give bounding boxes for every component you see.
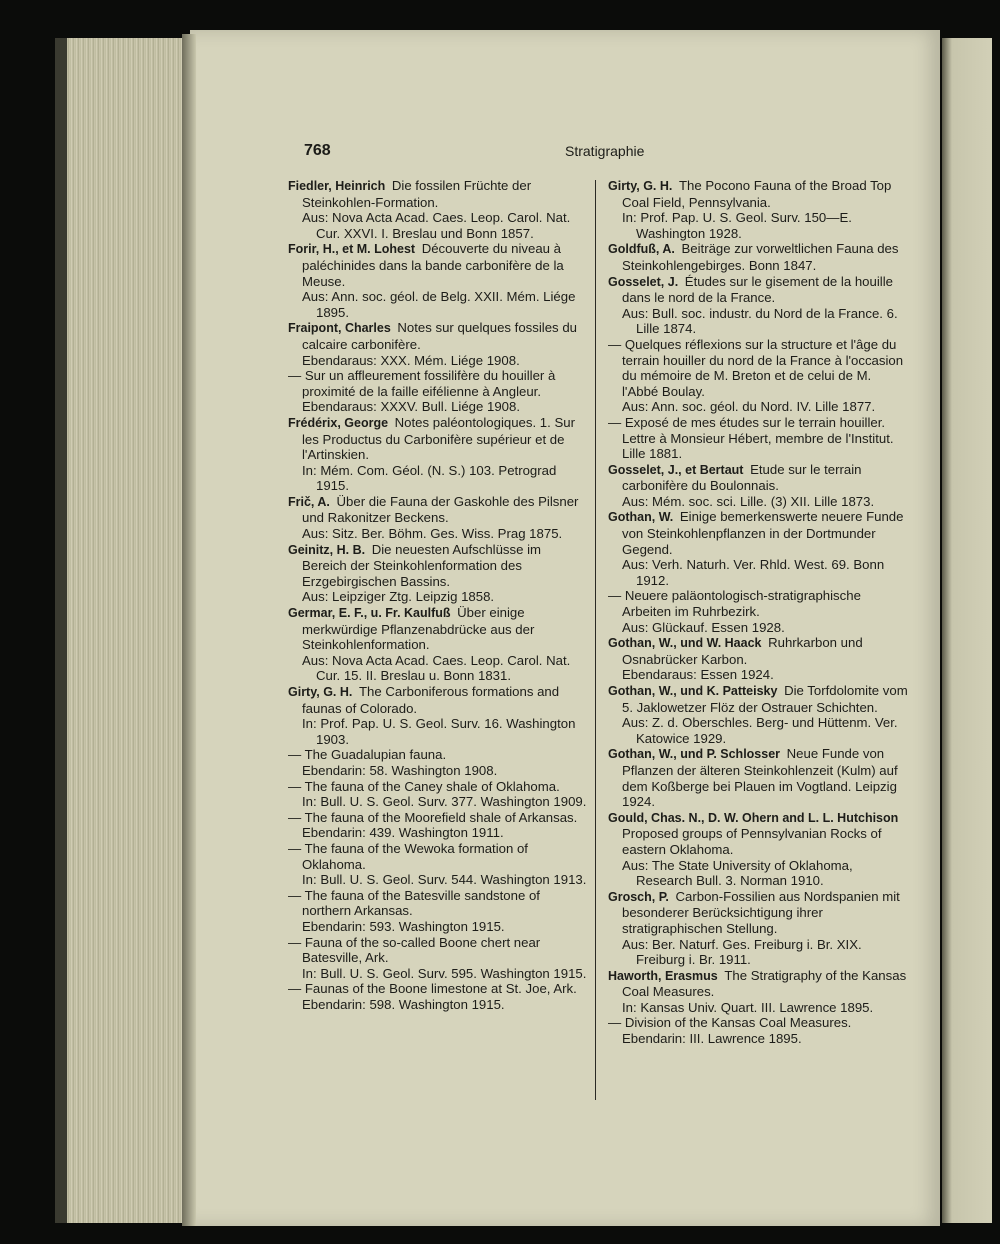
entry-title: — The Guadalupian fauna. [288,747,447,763]
bibliography-entry [288,241,588,320]
right-column [608,178,908,1047]
entry-citation [608,1015,908,1031]
entry-publication: In: Bull. U. S. Geol. Surv. 544. Washington 1913. [302,872,587,888]
entry-author: Fraipont, Charles [288,321,391,336]
bibliography-entry [288,415,588,494]
entry-author: Germar, E. F., u. Fr. Kaulfuß [288,606,451,621]
spine-shadow [182,34,196,1226]
entry-author: Gothan, W., und W. Haack [608,636,762,651]
bibliography-entry [608,968,908,1016]
bibliography-entry [288,888,588,935]
left-column [288,178,588,1012]
entry-author: Gothan, W. [608,510,674,525]
entry-citation [288,981,588,997]
entry-citation [288,494,588,526]
entry-title: Die neuesten Aufschlüsse im Bereich der Steinkohlenformation des Erzgebirgischen Bassins. [302,541,542,589]
entry-citation [608,274,908,306]
bibliography-entry [608,635,908,683]
entry-title: Über einige merkwürdige Pflanzenabdrücke aus der Steinkohlenformation. [302,605,535,653]
bibliography-entry [608,462,908,510]
bibliography-entry [288,178,588,241]
entry-publication: Ebendarin: 598. Washington 1915. [302,996,505,1012]
entry-author: Fiedler, Heinrich [288,179,386,193]
bibliography-entry [288,935,588,982]
entry-publication: In: Prof. Pap. U. S. Geol. Surv. 16. Washington 1903. [302,716,576,747]
bibliography-entry [288,779,588,810]
entry-author: Gothan, W., und K. Patteisky [608,684,778,698]
entry-citation [608,683,908,715]
entry-title: The Carboniferous formations and faunas of Colorado. [302,684,560,716]
entry-author: Gosselet, J., et Bertaut [608,462,744,477]
entry-author: Geinitz, H. B. [288,542,366,557]
entry-citation [608,588,908,619]
entry-citation [608,635,908,667]
bibliography-entry [288,747,588,778]
entry-publication: Aus: The State University of Oklahoma, Research Bull. 3. Norman 1910. [622,857,853,889]
bibliography-entry [288,684,588,747]
entry-publication: In: Mém. Com. Géol. (N. S.) 103. Petrograd 1915. [302,462,557,494]
entry-publication: In: Bull. U. S. Geol. Surv. 377. Washington 1909. [302,794,587,810]
entry-title: — Fauna of the so-called Boone chert near Batesville, Ark. [288,934,541,966]
entry-publication: Ebendarin: III. Lawrence 1895. [622,1031,802,1047]
entry-publication: In: Prof. Pap. U. S. Geol. Surv. 150—E. Washington 1928. [622,210,852,241]
entry-citation [608,241,908,273]
bibliography-entry [608,746,908,809]
entry-author: Frédérix, George [288,415,389,430]
entry-title: Über die Fauna der Gaskohle des Pilsner und Rakonitzer Beckens. [302,493,579,526]
entry-citation [608,968,908,1000]
bibliography-entry [288,841,588,888]
entry-publication: Ebendaraus: Essen 1924. [622,667,774,683]
entry-author: Gosselet, J. [608,274,679,289]
entry-publication: Ebendarin: 58. Washington 1908. [302,762,498,778]
entry-citation [288,747,588,763]
entry-title: — Division of the Kansas Coal Measures. [608,1015,852,1031]
entry-title: — The fauna of the Wewoka formation of Oklahoma. [288,840,528,872]
entry-publication: Aus: Leipziger Ztg. Leipzig 1858. [302,589,495,605]
entry-citation [288,810,588,826]
bibliography-entry [288,320,588,368]
bibliography-entry [288,368,588,415]
entry-publication: In: Kansas Univ. Quart. III. Lawrence 1895. [622,999,874,1015]
entry-citation [288,935,588,966]
bibliography-entry [288,981,588,1012]
bibliography-entry [608,274,908,337]
entry-title: The Pocono Fauna of the Broad Top Coal Field, Pennsylvania. [622,178,892,210]
entry-publication: Ebendarin: 439. Washington 1911. [302,825,504,841]
entry-citation [608,889,908,937]
entry-citation [608,810,908,858]
entry-publication: Aus: Mém. soc. sci. Lille. (3) XII. Lille 1873. [622,493,875,509]
entry-publication: Aus: Sitz. Ber. Böhm. Ges. Wiss. Prag 1875. [302,526,563,542]
column-divider [595,180,596,1100]
entry-publication: Aus: Glückauf. Essen 1928. [622,619,785,635]
entry-citation [288,888,588,919]
entry-publication: Aus: Ber. Naturf. Ges. Freiburg i. Br. XIX. Freiburg i. Br. 1911. [622,936,862,968]
entry-citation [288,684,588,716]
bibliography-entry [288,494,588,542]
book-page-edges [55,38,195,1223]
entry-title: Die fossilen Früchte der Steinkohlen-Formation. [302,178,532,210]
entry-citation [288,178,588,210]
entry-title: — The fauna of the Moorefield shale of Arkansas. [288,809,578,825]
entry-citation [288,605,588,653]
entry-citation [288,841,588,872]
entry-title: Carbon-Fossilien aus Nordspanien mit besonderer Berücksichtigung ihrer stratigraphischen Stellung. [622,888,900,936]
entry-author: Frič, A. [288,494,330,509]
entry-author: Goldfuß, A. [608,242,675,257]
entry-title: Proposed groups of Pennsylvanian Rocks of eastern Oklahoma. [622,826,882,857]
entry-title: Études sur le gisement de la houille dans le nord de la France. [622,273,893,306]
page-number: 768 [304,142,331,159]
entry-citation [288,241,588,289]
entry-publication: Aus: Bull. soc. industr. du Nord de la France. 6. Lille 1874. [622,305,898,337]
entry-title: The Stratigraphy of the Kansas Coal Measures. [622,967,907,1000]
entry-citation [288,542,588,590]
entry-title: Etude sur le terrain carbonifère du Boulonnais. [622,461,862,494]
entry-author: Grosch, P. [608,889,669,904]
book-cover-edge [55,38,67,1223]
entry-title: — Exposé de mes études sur le terrain houiller. Lettre à Monsieur Hébert, membre de l'Institut. Lille 1881. [608,414,894,462]
entry-author: Haworth, Erasmus [608,968,718,983]
entry-citation [608,337,908,399]
entry-title: Notes sur quelques fossiles du calcaire carbonifère. [302,320,577,352]
entry-citation [608,462,908,494]
entry-publication: Aus: Verh. Naturh. Ver. Rhld. West. 69. Bonn 1912. [622,557,885,588]
entry-citation [288,779,588,795]
entry-title: — Quelques réflexions sur la structure et l'âge du terrain houiller du nord de la France à l'occasion du mémoire de M. Breton et de celui de M. l'Abbé Boulay. [608,336,904,399]
entry-author: Gould, Chas. N., D. W. Ohern and L. L. Hutchison [608,810,899,825]
bibliography-entry [608,415,908,462]
entry-publication: In: Bull. U. S. Geol. Surv. 595. Washington 1915. [302,965,587,981]
entry-title: Notes paléontologiques. 1. Sur les Productus du Carbonifère supérieur et de l'Artinskien. [302,414,575,463]
entry-author: Girty, G. H. [288,685,353,699]
entry-publication: Ebendaraus: XXX. Mém. Liége 1908. [302,352,520,368]
entry-citation [608,509,908,557]
entry-title: — Sur un affleurement fossilifère du houiller à proximité de la faille eifélienne à Angleur. [288,368,556,399]
entry-title: — The fauna of the Caney shale of Oklahoma. [288,778,560,794]
entry-citation [288,320,588,352]
bibliography-entry [608,683,908,746]
entry-citation [608,415,908,462]
bibliography-entry [288,605,588,684]
entry-citation [288,415,588,463]
entry-title: — Faunas of the Boone limestone at St. Joe, Ark. [288,981,577,997]
entry-title: — The fauna of the Batesville sandstone of northern Arkansas. [288,887,540,919]
entry-author: Forir, H., et M. Lohest [288,242,416,257]
entry-author: Girty, G. H. [608,179,673,193]
bibliography-entry [608,509,908,588]
entry-publication: Aus: Ann. soc. géol. du Nord. IV. Lille 1877. [622,399,876,415]
entry-title: Einige bemerkenswerte neuere Funde von Steinkohlenpflanzen in der Dortmunder Gegend. [622,509,904,557]
entry-title: Beiträge zur vorweltlichen Fauna des Steinkohlengebirges. Bonn 1847. [622,241,899,273]
entry-publication: Aus: Nova Acta Acad. Caes. Leop. Carol. Nat. Cur. XXVI. I. Breslau und Bonn 1857. [302,210,571,241]
entry-publication: Aus: Z. d. Oberschles. Berg- und Hüttenm. Ver. Katowice 1929. [622,715,898,746]
entry-publication: Ebendarin: 593. Washington 1915. [302,918,505,934]
entry-publication: Ebendaraus: XXXV. Bull. Liége 1908. [302,399,520,415]
entry-publication: Aus: Nova Acta Acad. Caes. Leop. Carol. Nat. Cur. 15. II. Breslau u. Bonn 1831. [302,652,571,684]
entry-author: Gothan, W., und P. Schlosser [608,747,781,762]
entry-title: — Neuere paläontologisch-stratigraphische Arbeiten im Ruhrbezirk. [608,588,861,620]
entry-title: Découverte du niveau à paléchinides dans la bande carbonifère de la Meuse. [302,241,564,289]
entry-citation [608,178,908,210]
bibliography-entry [608,241,908,273]
entry-title: Ruhrkarbon und Osnabrücker Karbon. [622,635,863,667]
book-page [190,30,940,1226]
bibliography-entry [288,810,588,841]
bibliography-entry [608,588,908,635]
bibliography-entry [608,889,908,968]
facing-page-edge [942,38,992,1223]
bibliography-entry [608,810,908,889]
entry-publication: Aus: Ann. soc. géol. de Belg. XXII. Mém. Liége 1895. [302,289,576,320]
bibliography-entry [608,337,908,415]
bibliography-entry [608,1015,908,1046]
bibliography-entry [288,542,588,605]
entry-citation [608,746,908,809]
bibliography-entry [608,178,908,241]
running-title: Stratigraphie [565,143,645,159]
entry-citation [288,368,588,399]
entry-title: Neue Funde von Pflanzen der älteren Steinkohlenzeit (Kulm) auf dem Koßberge bei Plauen im Vogtland. Leipzig 1924. [622,746,898,810]
entry-title: Die Torfdolomite vom 5. Jaklowetzer Flöz der Ostrauer Schichten. [622,683,908,715]
